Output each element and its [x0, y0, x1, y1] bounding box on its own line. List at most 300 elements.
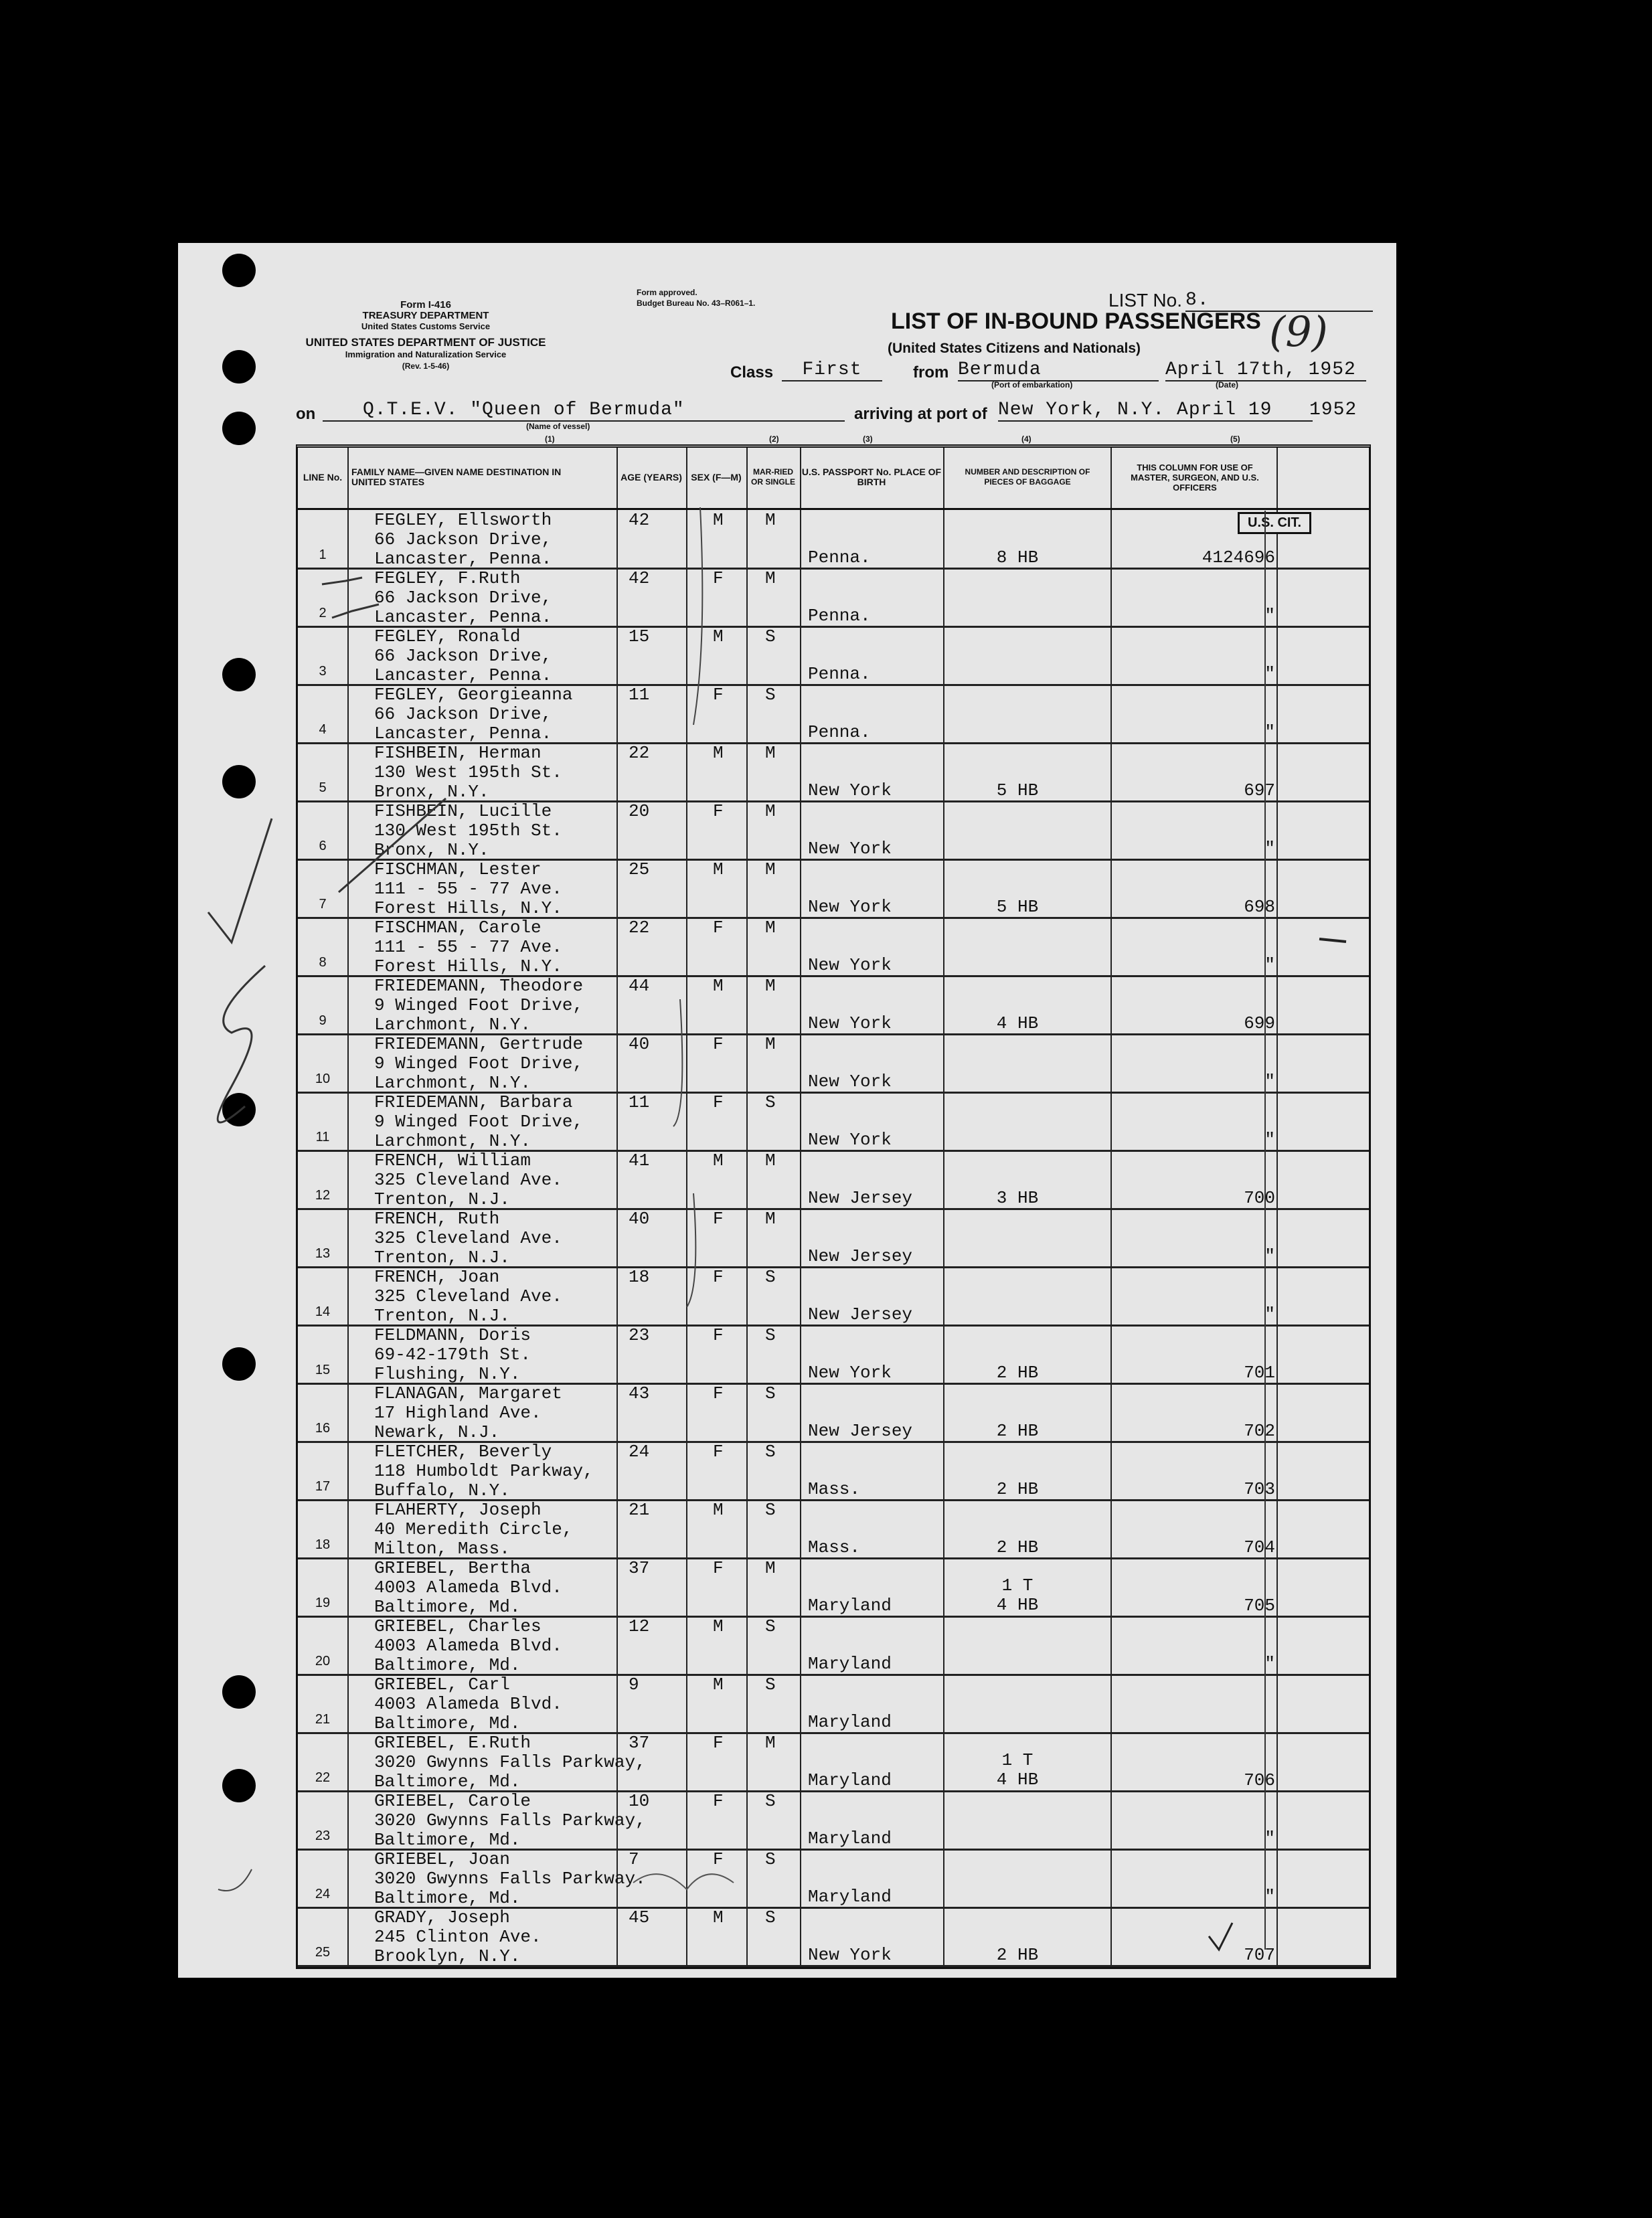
name-address-cell: [374, 1501, 572, 1559]
baggage-cell: [967, 781, 1068, 800]
passenger-address-line: Larchmont, N.Y.: [374, 1073, 531, 1093]
name-address-cell: [374, 1268, 562, 1326]
baggage-cell: [967, 1014, 1068, 1033]
table-row: [298, 1266, 1369, 1327]
passenger-address-line: Forest Hills, N.Y.: [374, 956, 562, 976]
list-number-label: LIST No.: [1108, 290, 1182, 311]
birthplace-cell: New Jersey: [808, 1304, 913, 1325]
class-label: Class: [730, 363, 774, 381]
passenger-address-line: Baltimore, Md.: [374, 1772, 521, 1792]
table-row: [298, 800, 1369, 861]
passenger-address-line: Bronx, N.Y.: [374, 840, 489, 860]
age-cell: 15: [629, 626, 650, 647]
form-title: LIST OF IN-BOUND PASSENGERS: [891, 309, 1261, 334]
passenger-address-line: Baltimore, Md.: [374, 1597, 521, 1617]
passenger-address-line: Lancaster, Penna.: [374, 607, 552, 627]
birthplace-cell: Mass.: [808, 1479, 861, 1499]
officer-cell: 705: [1244, 1596, 1275, 1616]
passenger-address-line: 130 West 195th St.: [374, 762, 562, 782]
age-cell: 45: [629, 1907, 650, 1928]
baggage-line: 5 HB: [996, 780, 1039, 800]
passenger-address-line: Flushing, N.Y.: [374, 1364, 521, 1384]
officer-cell: ": [1264, 1887, 1275, 1907]
passenger-address-line: 111 - 55 - 77 Ave.: [374, 879, 562, 899]
col-header-married: MAR-RIED OR SINGLE: [750, 467, 795, 487]
officer-cell: ": [1264, 1828, 1275, 1849]
line-number: 17: [315, 1479, 331, 1494]
line-number: 8: [319, 955, 327, 970]
age-cell: 22: [629, 743, 650, 763]
punch-hole: [222, 658, 256, 691]
table-row: [298, 1441, 1369, 1501]
married-cell: S: [765, 1092, 776, 1112]
married-cell: M: [765, 568, 776, 588]
table-row: [298, 1092, 1369, 1152]
table-row: [298, 1383, 1369, 1443]
married-cell: S: [765, 685, 776, 705]
sex-cell: F: [713, 1849, 724, 1869]
baggage-cell: [967, 1422, 1068, 1441]
birthplace-cell: New York: [808, 897, 892, 917]
passenger-name: GRIEBEL, Carole: [374, 1791, 531, 1811]
passenger-name: GRIEBEL, Joan: [374, 1849, 510, 1869]
col-header-baggage: NUMBER AND DESCRIPTION OF PIECES OF BAGGAGE: [965, 467, 1090, 487]
name-address-cell: [374, 976, 583, 1035]
embark-date: April 17th, 1952: [1165, 359, 1366, 381]
line-number: 9: [319, 1013, 327, 1028]
name-address-cell: [374, 1908, 542, 1966]
age-cell: 18: [629, 1267, 650, 1287]
passenger-name: FEGLEY, F.Ruth: [374, 568, 521, 588]
line-number: 24: [315, 1887, 331, 1901]
table-row: [298, 626, 1369, 686]
passenger-name: FLETCHER, Beverly: [374, 1442, 552, 1462]
baggage-line: 4 HB: [996, 1013, 1039, 1033]
married-cell: S: [765, 1791, 776, 1811]
line-number: 10: [315, 1072, 331, 1086]
age-cell: 43: [629, 1383, 650, 1403]
table-row: [298, 1790, 1369, 1851]
baggage-line: 1 T: [1001, 1750, 1034, 1770]
sex-cell: F: [713, 685, 724, 705]
passenger-address-line: 9 Winged Foot Drive,: [374, 1112, 584, 1132]
officer-cell: ": [1264, 606, 1275, 626]
birthplace-cell: Maryland: [808, 1712, 892, 1732]
line-number: 14: [315, 1304, 331, 1319]
age-cell: 21: [629, 1500, 650, 1520]
sex-cell: F: [713, 568, 724, 588]
punch-hole: [222, 765, 256, 798]
baggage-cell: [967, 1946, 1068, 1965]
passenger-name: FRIEDEMANN, Barbara: [374, 1092, 573, 1112]
birthplace-cell: New Jersey: [808, 1246, 913, 1266]
column-number-5: (5): [1230, 434, 1240, 444]
age-cell: 37: [629, 1733, 650, 1753]
baggage-line: 4 HB: [996, 1595, 1039, 1615]
line-number: 13: [315, 1246, 331, 1261]
treasury-dept: TREASURY DEPARTMENT: [362, 310, 489, 321]
punch-hole: [222, 350, 256, 383]
passenger-address-line: 4003 Alameda Blvd.: [374, 1636, 562, 1656]
sex-cell: M: [713, 1500, 724, 1520]
officer-cell: ": [1264, 1304, 1275, 1325]
passenger-name: GRADY, Joseph: [374, 1907, 510, 1928]
officer-cell: ": [1264, 722, 1275, 742]
passenger-name: FISHBEIN, Lucille: [374, 801, 552, 821]
age-cell: 37: [629, 1558, 650, 1578]
officer-cell: 700: [1244, 1188, 1275, 1208]
passenger-address-line: Trenton, N.J.: [374, 1189, 510, 1209]
sex-cell: F: [713, 918, 724, 938]
sex-cell: M: [713, 1907, 724, 1928]
col-header-line: LINE No.: [303, 471, 343, 483]
form-number: Form I-416: [400, 299, 451, 311]
baggage-cell: [967, 1480, 1068, 1499]
punch-hole: [222, 254, 256, 287]
passenger-address-line: 40 Meredith Circle,: [374, 1519, 573, 1539]
officer-cell: ": [1264, 1130, 1275, 1150]
vessel-name: Q.T.E.V. "Queen of Bermuda": [323, 400, 845, 422]
passenger-address-line: 118 Humboldt Parkway,: [374, 1461, 594, 1481]
birthplace-cell: Penna.: [808, 664, 871, 684]
married-cell: M: [765, 1150, 776, 1171]
table-row: [298, 859, 1369, 919]
table-row: [298, 1208, 1369, 1268]
age-cell: 11: [629, 685, 650, 705]
line-number: 20: [315, 1654, 331, 1669]
line-number: 1: [319, 547, 327, 562]
passenger-name: GRIEBEL, Bertha: [374, 1558, 531, 1578]
baggage-cell: [967, 1363, 1068, 1383]
age-cell: 22: [629, 918, 650, 938]
vessel-note: (Name of vessel): [526, 422, 590, 431]
married-cell: M: [765, 859, 776, 879]
officer-cell: 698: [1244, 897, 1275, 917]
married-cell: S: [765, 1907, 776, 1928]
baggage-cell: [967, 1751, 1068, 1790]
passenger-table: [296, 444, 1371, 1969]
birthplace-cell: New York: [808, 1013, 892, 1033]
baggage-cell: [967, 1576, 1068, 1615]
passenger-name: FISCHMAN, Lester: [374, 859, 542, 879]
name-address-cell: [374, 1675, 562, 1733]
passenger-address-line: 9 Winged Foot Drive,: [374, 995, 584, 1015]
port-note: (Port of embarkation): [991, 380, 1073, 390]
line-number: 22: [315, 1770, 331, 1785]
passenger-address-line: 3020 Gwynns Falls Parkway,: [374, 1752, 646, 1772]
officer-cell: 706: [1244, 1770, 1275, 1790]
form-subtitle: (United States Citizens and Nationals): [888, 341, 1141, 356]
officer-cell: 697: [1244, 780, 1275, 800]
passenger-name: FEGLEY, Georgieanna: [374, 685, 573, 705]
sex-cell: M: [713, 1616, 724, 1636]
passenger-name: FISHBEIN, Herman: [374, 743, 542, 763]
passenger-address-line: Lancaster, Penna.: [374, 549, 552, 569]
married-cell: M: [765, 1733, 776, 1753]
sex-cell: M: [713, 976, 724, 996]
table-row: [298, 742, 1369, 802]
baggage-cell: [967, 548, 1068, 568]
name-address-cell: [374, 627, 552, 685]
age-cell: 20: [629, 801, 650, 821]
passenger-address-line: 4003 Alameda Blvd.: [374, 1694, 562, 1714]
table-row: [298, 1674, 1369, 1734]
col-header-age: AGE (YEARS): [621, 471, 682, 483]
passenger-address-line: 130 West 195th St.: [374, 821, 562, 841]
birthplace-cell: New York: [808, 780, 892, 800]
line-number: 7: [319, 897, 327, 912]
passenger-address-line: 69-42-179th St.: [374, 1345, 531, 1365]
table-row: [298, 1732, 1369, 1792]
birthplace-cell: New York: [808, 1363, 892, 1383]
col-header-name: FAMILY NAME—GIVEN NAME DESTINATION IN UNITED STATES: [351, 466, 562, 487]
line-number: 11: [315, 1130, 330, 1144]
sex-cell: F: [713, 1383, 724, 1403]
passenger-address-line: Larchmont, N.Y.: [374, 1015, 531, 1035]
sex-cell: M: [713, 510, 724, 530]
passenger-name: FRENCH, Joan: [374, 1267, 500, 1287]
name-address-cell: [374, 744, 562, 802]
column-number-4: (4): [1021, 434, 1031, 444]
age-cell: 7: [629, 1849, 639, 1869]
baggage-line: 1 T: [1001, 1575, 1034, 1596]
us-citizen-stamp: U.S. CIT.: [1238, 512, 1311, 534]
married-cell: S: [765, 1849, 776, 1869]
name-address-cell: [374, 569, 552, 627]
birthplace-cell: Penna.: [808, 606, 871, 626]
officer-cell: 707: [1244, 1945, 1275, 1965]
married-cell: S: [765, 1675, 776, 1695]
passenger-name: FLAHERTY, Joseph: [374, 1500, 542, 1520]
passenger-address-line: Lancaster, Penna.: [374, 723, 552, 744]
passenger-address-line: 3020 Gwynns Falls Parkway,: [374, 1810, 646, 1830]
passenger-address-line: Newark, N.J.: [374, 1422, 500, 1442]
age-cell: 12: [629, 1616, 650, 1636]
table-row: [298, 1033, 1369, 1094]
passenger-address-line: 325 Cleveland Ave.: [374, 1170, 562, 1190]
sex-cell: F: [713, 1325, 724, 1345]
table-row: [298, 1907, 1369, 1967]
married-cell: S: [765, 1325, 776, 1345]
baggage-cell: [967, 1538, 1068, 1557]
officer-cell: 703: [1244, 1479, 1275, 1499]
name-address-cell: [374, 1035, 583, 1093]
ins-service: Immigration and Naturalization Service: [345, 349, 507, 359]
birthplace-cell: Maryland: [808, 1770, 892, 1790]
married-cell: M: [765, 801, 776, 821]
officer-cell: 701: [1244, 1363, 1275, 1383]
passenger-name: FEGLEY, Ellsworth: [374, 510, 552, 530]
passenger-address-line: 111 - 55 - 77 Ave.: [374, 937, 562, 957]
sex-cell: F: [713, 801, 724, 821]
table-row: [298, 684, 1369, 744]
date-note: (Date): [1216, 380, 1239, 390]
punch-hole: [222, 412, 256, 445]
baggage-line: 2 HB: [996, 1363, 1039, 1383]
col-header-passport: U.S. PASSPORT No. PLACE OF BIRTH: [801, 466, 942, 487]
baggage-line: 2 HB: [996, 1421, 1039, 1441]
table-row: [298, 1557, 1369, 1618]
sex-cell: F: [713, 1791, 724, 1811]
married-cell: M: [765, 510, 776, 530]
passenger-address-line: Milton, Mass.: [374, 1539, 510, 1559]
officer-cell: 702: [1244, 1421, 1275, 1441]
name-address-cell: [374, 1384, 562, 1442]
line-number: 5: [319, 780, 327, 795]
birthplace-cell: Mass.: [808, 1537, 861, 1557]
line-number: 12: [315, 1188, 331, 1203]
passenger-name: FRIEDEMANN, Theodore: [374, 976, 584, 996]
punch-hole: [222, 1347, 256, 1381]
name-address-cell: [374, 802, 562, 860]
passenger-address-line: Baltimore, Md.: [374, 1888, 521, 1908]
manifest-page: [178, 243, 1396, 1978]
name-address-cell: [374, 1850, 646, 1908]
passenger-address-line: Forest Hills, N.Y.: [374, 898, 562, 918]
class-value: First: [782, 359, 882, 381]
age-cell: 40: [629, 1209, 650, 1229]
line-number: 18: [315, 1537, 331, 1552]
officer-cell: ": [1264, 1072, 1275, 1092]
sex-cell: M: [713, 743, 724, 763]
passenger-address-line: 4003 Alameda Blvd.: [374, 1577, 562, 1598]
baggage-line: 8 HB: [996, 547, 1039, 568]
sex-cell: M: [713, 859, 724, 879]
table-row: [298, 1150, 1369, 1210]
name-address-cell: [374, 1093, 583, 1151]
passenger-address-line: Lancaster, Penna.: [374, 665, 552, 685]
age-cell: 24: [629, 1442, 650, 1462]
age-cell: 23: [629, 1325, 650, 1345]
col-header-sex: SEX (F—M): [691, 471, 742, 483]
sex-cell: M: [713, 1150, 724, 1171]
birthplace-cell: Maryland: [808, 1654, 892, 1674]
sex-cell: M: [713, 626, 724, 647]
line-number: 3: [319, 664, 327, 679]
passenger-name: GRIEBEL, Charles: [374, 1616, 542, 1636]
baggage-line: 2 HB: [996, 1945, 1039, 1965]
line-number: 23: [315, 1828, 331, 1843]
table-row: [298, 1616, 1369, 1676]
married-cell: M: [765, 743, 776, 763]
passenger-name: FLANAGAN, Margaret: [374, 1383, 562, 1403]
arriving-label: arriving at port of: [854, 405, 987, 423]
passenger-address-line: 66 Jackson Drive,: [374, 529, 552, 549]
married-cell: S: [765, 1383, 776, 1403]
passenger-address-line: 325 Cleveland Ave.: [374, 1286, 562, 1306]
name-address-cell: [374, 1326, 531, 1384]
customs-service: United States Customs Service: [361, 321, 491, 331]
birthplace-cell: Penna.: [808, 547, 871, 568]
officer-cell: 704: [1244, 1537, 1275, 1557]
page-number-handwritten: (9): [1269, 307, 1328, 356]
table-row: [298, 1325, 1369, 1385]
passenger-address-line: Trenton, N.J.: [374, 1306, 510, 1326]
age-cell: 42: [629, 568, 650, 588]
budget-bureau: Budget Bureau No. 43–R061–1.: [637, 298, 756, 308]
line-number: 4: [319, 722, 327, 737]
age-cell: 42: [629, 510, 650, 530]
passenger-name: FRENCH, William: [374, 1150, 531, 1171]
column-number-3: (3): [863, 434, 873, 444]
sex-cell: F: [713, 1034, 724, 1054]
age-cell: 40: [629, 1034, 650, 1054]
sex-cell: F: [713, 1733, 724, 1753]
line-number: 6: [319, 839, 327, 853]
name-address-cell: [374, 1559, 562, 1617]
line-number: 15: [315, 1363, 331, 1377]
married-cell: M: [765, 1558, 776, 1578]
passenger-address-line: 3020 Gwynns Falls Parkway.: [374, 1869, 646, 1889]
birthplace-cell: Maryland: [808, 1887, 892, 1907]
sex-cell: F: [713, 1092, 724, 1112]
sex-cell: F: [713, 1209, 724, 1229]
list-number: 8.: [1185, 290, 1373, 312]
birthplace-cell: New York: [808, 1072, 892, 1092]
punch-hole: [222, 1769, 256, 1802]
table-row: [298, 509, 1369, 570]
name-address-cell: [374, 1151, 562, 1209]
col-header-officers: THIS COLUMN FOR USE OF MASTER, SURGEON, AND U.S. OFFICERS: [1131, 462, 1259, 493]
baggage-cell: [967, 1189, 1068, 1208]
name-address-cell: [374, 1209, 562, 1268]
baggage-line: 4 HB: [996, 1770, 1039, 1790]
form-approved: Form approved.: [637, 288, 697, 297]
married-cell: M: [765, 976, 776, 996]
baggage-line: 3 HB: [996, 1188, 1039, 1208]
column-number-1: (1): [545, 434, 555, 444]
birthplace-cell: New York: [808, 955, 892, 975]
sex-cell: F: [713, 1558, 724, 1578]
column-number-2: (2): [769, 434, 779, 444]
passenger-address-line: 325 Cleveland Ave.: [374, 1228, 562, 1248]
married-cell: M: [765, 1209, 776, 1229]
arrival-year: 1952: [1309, 400, 1357, 420]
married-cell: S: [765, 1442, 776, 1462]
passenger-address-line: 66 Jackson Drive,: [374, 588, 552, 608]
married-cell: S: [765, 1616, 776, 1636]
age-cell: 25: [629, 859, 650, 879]
name-address-cell: [374, 1442, 594, 1501]
passenger-address-line: Buffalo, N.Y.: [374, 1480, 510, 1501]
married-cell: M: [765, 918, 776, 938]
sex-cell: F: [713, 1267, 724, 1287]
birthplace-cell: New York: [808, 1130, 892, 1150]
line-number: 25: [315, 1945, 331, 1960]
baggage-line: 2 HB: [996, 1537, 1039, 1557]
passenger-address-line: 245 Clinton Ave.: [374, 1927, 542, 1947]
line-number: 19: [315, 1596, 331, 1610]
passenger-address-line: Brooklyn, N.Y.: [374, 1946, 521, 1966]
name-address-cell: [374, 685, 572, 744]
name-address-cell: [374, 918, 562, 976]
passenger-address-line: 66 Jackson Drive,: [374, 646, 552, 666]
form-revision: (Rev. 1-5-46): [402, 361, 450, 371]
punch-hole: [222, 1093, 256, 1126]
baggage-cell: [967, 898, 1068, 917]
passenger-address-line: 66 Jackson Drive,: [374, 704, 552, 724]
passenger-address-line: 9 Winged Foot Drive,: [374, 1053, 584, 1074]
table-row: [298, 917, 1369, 977]
passenger-address-line: Baltimore, Md.: [374, 1655, 521, 1675]
officer-cell: ": [1264, 664, 1275, 684]
passenger-address-line: 17 Highland Ave.: [374, 1403, 542, 1423]
birthplace-cell: New York: [808, 1945, 892, 1965]
table-row: [298, 1499, 1369, 1559]
passenger-name: FELDMANN, Doris: [374, 1325, 531, 1345]
passenger-name: GRIEBEL, E.Ruth: [374, 1733, 531, 1753]
married-cell: S: [765, 1267, 776, 1287]
